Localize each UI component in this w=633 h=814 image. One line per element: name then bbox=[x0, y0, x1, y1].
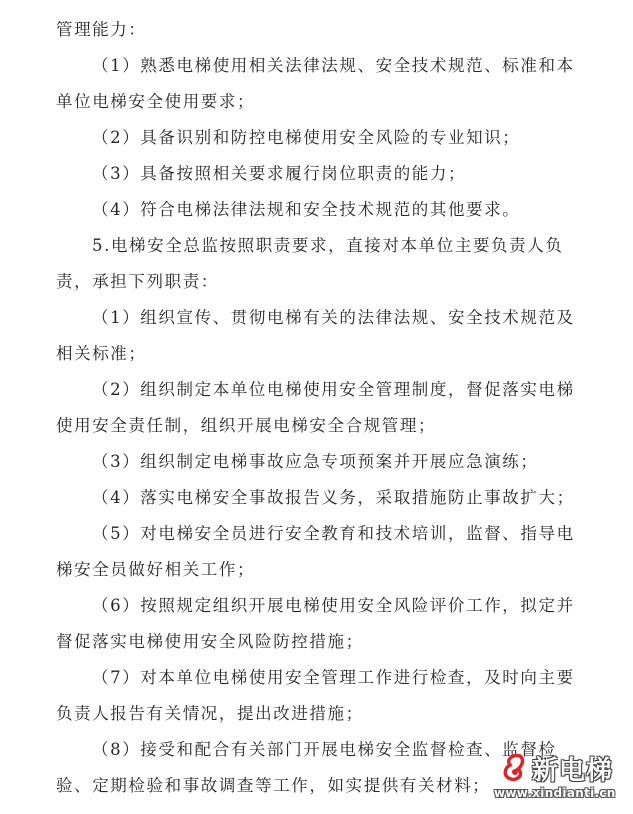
text-line: 管理能力： bbox=[56, 20, 147, 39]
watermark-title: 新电梯 bbox=[532, 756, 614, 786]
text-line: （4）落实电梯安全事故报告义务，采取措施防止事故扩大； bbox=[92, 488, 575, 507]
text-line: （1）熟悉电梯使用相关法律法规、安全技术规范、标准和本 bbox=[92, 56, 575, 75]
text-line: （3）具备按照相关要求履行岗位职责的能力； bbox=[92, 164, 467, 183]
text-line: 使用安全责任制，组织开展电梯安全合规管理； bbox=[56, 416, 437, 435]
text-line: （2）具备识别和防控电梯使用安全风险的专业知识； bbox=[92, 128, 521, 147]
text-line: 5.电梯安全总监按照职责要求，直接对本单位主要负责人负 bbox=[92, 236, 564, 255]
text-line: 单位电梯安全使用要求； bbox=[56, 92, 256, 111]
text-line: （5）对电梯安全员进行安全教育和技术培训，监督、指导电 bbox=[92, 524, 575, 543]
text-line: （7）对本单位电梯使用安全管理工作进行检查，及时向主要 bbox=[92, 668, 575, 687]
text-line: （4）符合电梯法律法规和安全技术规范的其他要求。 bbox=[92, 200, 521, 219]
text-line: 负责人报告有关情况，提出改进措施； bbox=[56, 704, 364, 723]
xindianti-logo-icon bbox=[500, 752, 530, 782]
text-line: 梯安全员做好相关工作； bbox=[56, 560, 256, 579]
text-line: （1）组织宣传、贯彻电梯有关的法律法规、安全技术规范及 bbox=[92, 308, 575, 327]
watermark-url: www.xindianti.cn bbox=[494, 786, 616, 800]
text-line: 责，承担下列职责： bbox=[56, 272, 219, 291]
text-line: 验、定期检验和事故调查等工作，如实提供有关材料； bbox=[56, 776, 491, 795]
text-line: （2）组织制定本单位电梯使用安全管理制度，督促落实电梯 bbox=[92, 380, 575, 399]
text-line: 督促落实电梯使用安全风险防控措施； bbox=[56, 632, 364, 651]
text-line: （8）接受和配合有关部门开展电梯安全监督检查、监督检 bbox=[92, 740, 557, 759]
text-line: （3）组织制定电梯事故应急专项预案并开展应急演练； bbox=[92, 452, 539, 471]
watermark bbox=[494, 752, 633, 814]
text-line: 相关标准； bbox=[56, 344, 147, 363]
text-line: （6）按照规定组织开展电梯使用安全风险评价工作，拟定并 bbox=[92, 596, 575, 615]
